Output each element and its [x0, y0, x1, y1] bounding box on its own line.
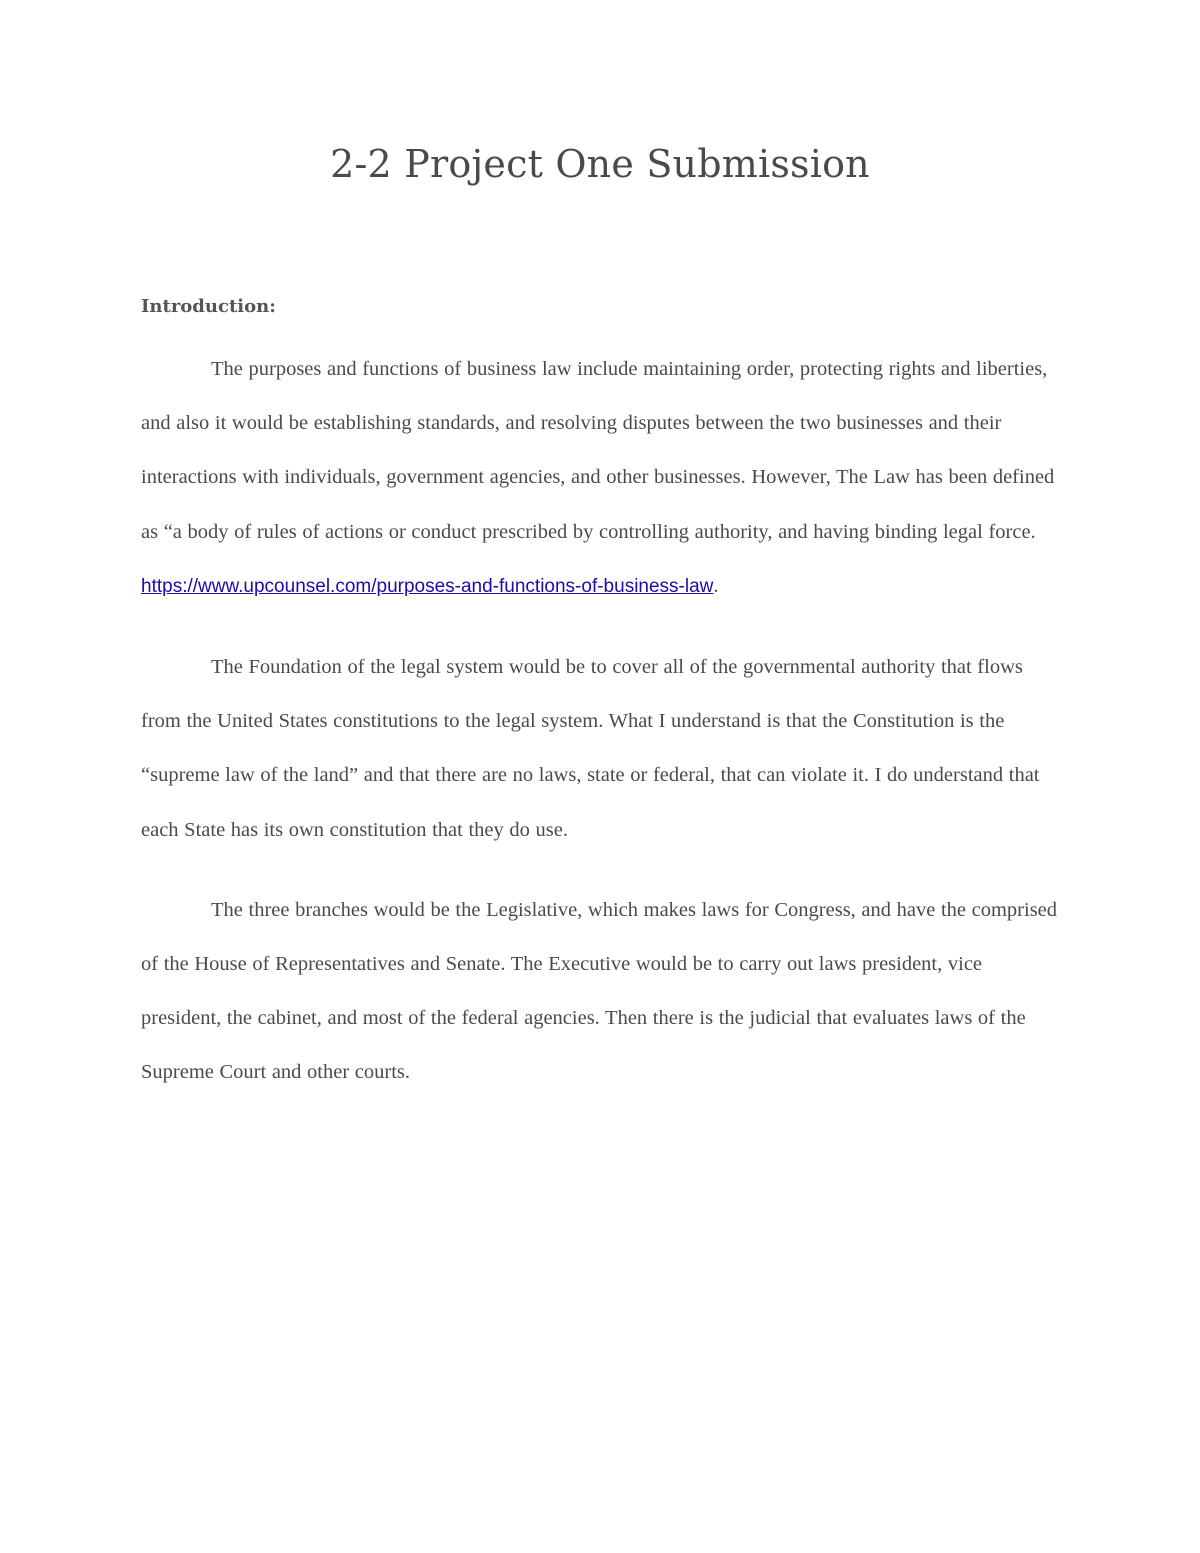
paragraph-2: The Foundation of the legal system would be to cover all of the governmental authority that flows from the United States constitutions to the legal system. What I understand is that the Constitution is the “supreme law of the land” and that there are no laws, state or federal, that can violate it. I do understand that each State has its own constitution that they do use. — [141, 656, 1040, 841]
paragraph-3: The three branches would be the Legislative, which makes laws for Congress, and have the comprised of the House of Representatives and Senate. The Executive would be to carry out laws president, vice president, the cabinet, and most of the federal agencies. Then there is the judicial that evaluates laws of the Supreme Court and other courts. — [141, 898, 1058, 1084]
document-body — [141, 292, 1066, 1100]
paragraph-1 — [141, 342, 1066, 614]
document-title: 2-2 Project One Submission — [330, 142, 870, 186]
paragraph-1-text: The purposes and functions of business law include maintaining order, protecting rights and liberties, and also it would be establishing standards, and resolving disputes between the two businesses and their interactions with individuals, government agencies, and other businesses. However, The Law has been defined as “a body of rules of actions or conduct prescribed by controlling authority, and having binding legal force. — [141, 358, 1055, 543]
introduction-heading: Introduction: — [141, 296, 276, 317]
upcounsel-link[interactable]: https://www.upcounsel.com/purposes-and-functions-of-business-law — [141, 575, 714, 597]
paragraph-1-end: . — [713, 574, 719, 597]
